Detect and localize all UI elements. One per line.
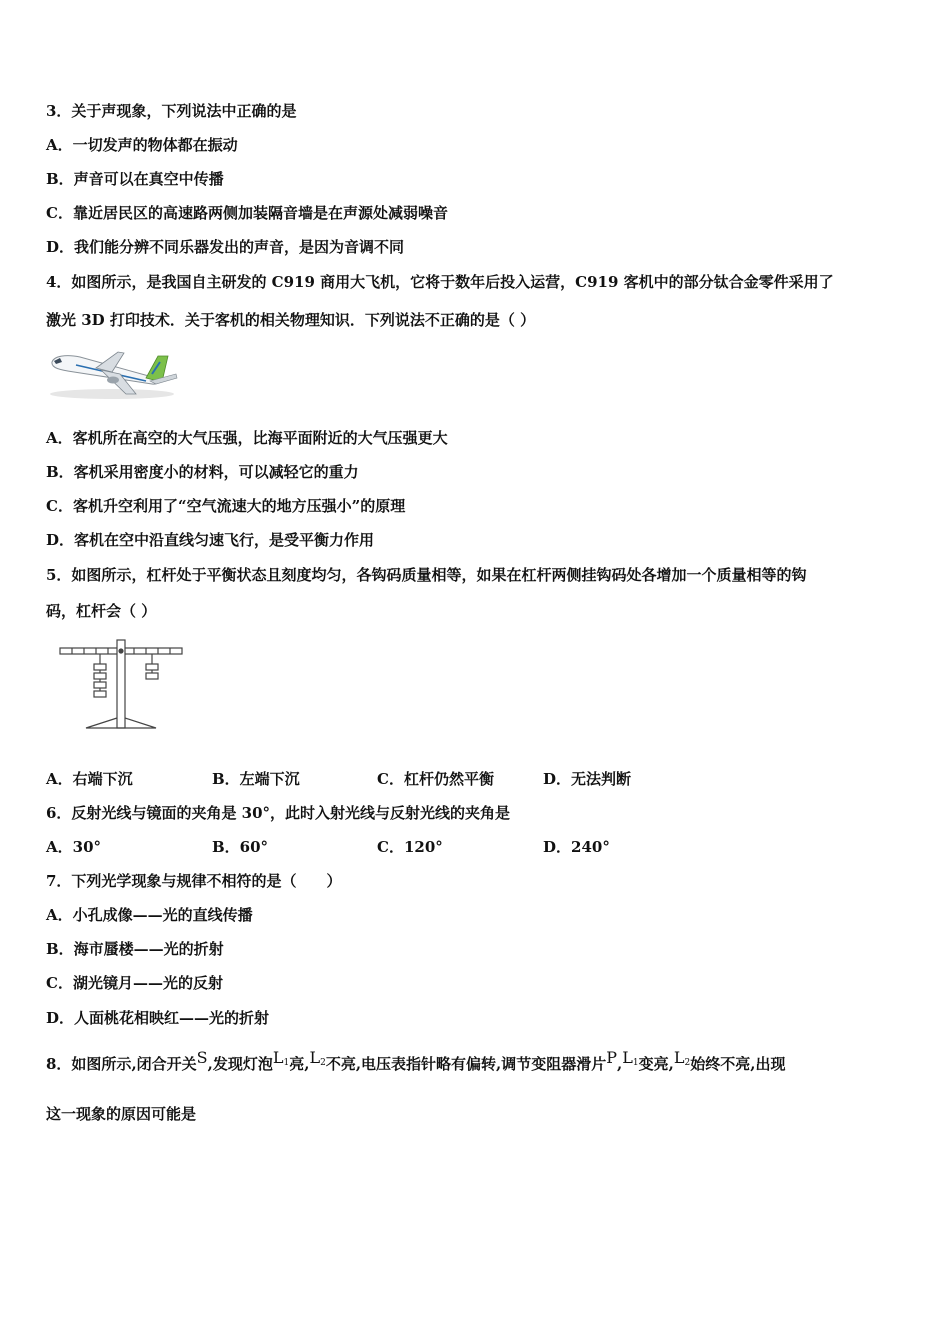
q8-stem-line1 <box>46 1048 786 1079</box>
q8-lamp2-letter: L <box>309 1048 321 1067</box>
q6-option-a: A．30° <box>46 838 102 856</box>
lever-figure <box>56 638 186 734</box>
q7-stem: 7．下列光学现象与规律不相符的是（ ） <box>46 872 342 890</box>
q8-text-part2: ,发现灯泡 <box>207 1055 273 1073</box>
q8-lamp2-letter-2: L <box>673 1048 685 1067</box>
q8-lamp2-symbol <box>309 1048 325 1067</box>
q6-stem: 6．反射光线与镜面的夹角是 30°，此时入射光线与反射光线的夹角是 <box>46 804 511 822</box>
q3-option-b: B．声音可以在真空中传播 <box>46 170 224 188</box>
q8-lamp1-letter: L <box>272 1048 284 1067</box>
q7-option-b: B．海市蜃楼——光的折射 <box>46 940 224 958</box>
q4-stem-line2: 激光 3D 打印技术．关于客机的相关物理知识．下列说法不正确的是（ ） <box>46 311 536 329</box>
q5-option-d: D．无法判断 <box>543 770 632 788</box>
q6-option-b: B．60° <box>212 838 269 856</box>
q8-lamp1-symbol <box>273 1048 289 1067</box>
q8-lamp1-letter-2: L <box>622 1048 633 1067</box>
q8-stem-line2: 这一现象的原因可能是 <box>46 1105 197 1123</box>
q8-lamp1-symbol-2 <box>622 1048 638 1067</box>
q4-option-d: D．客机在空中沿直线匀速飞行，是受平衡力作用 <box>46 531 375 549</box>
q4-option-c: C．客机升空利用了“空气流速大的地方压强小”的原理 <box>46 497 406 515</box>
q6-option-d: D．240° <box>543 838 610 856</box>
q4-option-a: A．客机所在高空的大气压强，比海平面附近的大气压强更大 <box>46 429 448 447</box>
q8-text-part3: 亮, <box>289 1055 310 1073</box>
q3-option-a: A．一切发声的物体都在振动 <box>46 136 238 154</box>
q8-lamp1-sub-2: 1 <box>632 1058 639 1068</box>
q8-text-part5: , <box>617 1055 623 1073</box>
q7-option-c: C．湖光镜月——光的反射 <box>46 974 223 992</box>
q8-text-part4: 不亮,电压表指针略有偏转,调节变阻器滑片 <box>325 1055 607 1073</box>
q3-option-d: D．我们能分辨不同乐器发出的声音，是因为音调不同 <box>46 238 405 256</box>
q8-switch-symbol: S <box>196 1048 208 1067</box>
q8-lamp2-sub: 2 <box>320 1058 326 1068</box>
q8-lamp2-symbol-2 <box>674 1048 690 1067</box>
q8-lamp2-sub-2: 2 <box>684 1058 691 1068</box>
q7-option-d: D．人面桃花相映红——光的折射 <box>46 1009 270 1027</box>
q5-option-b: B．左端下沉 <box>212 770 300 788</box>
q8-slider-symbol: P <box>606 1048 618 1067</box>
q4-stem-line1: 4．如图所示，是我国自主研发的 C919 商用大飞机，它将于数年后投入运营，C919 客机中的部分钛合金零件采用了 <box>46 273 834 291</box>
q8-text-part6: 变亮, <box>638 1055 674 1073</box>
q8-text-part7: 始终不亮,出现 <box>690 1055 786 1073</box>
q3-stem: 3．关于声现象，下列说法中正确的是 <box>46 102 297 120</box>
q8-lamp1-sub: 1 <box>283 1058 290 1068</box>
q5-stem-line2: 码，杠杆会（ ） <box>46 602 157 620</box>
q6-option-c: C．120° <box>377 838 443 856</box>
q7-option-a: A．小孔成像——光的直线传播 <box>46 906 253 924</box>
airplane-figure <box>46 344 181 402</box>
q5-stem-line1: 5．如图所示，杠杆处于平衡状态且刻度均匀，各钩码质量相等，如果在杠杆两侧挂钩码处各增加一个质量相等的钩 <box>46 566 807 584</box>
q8-text-part1: 8．如图所示,闭合开关 <box>46 1055 197 1073</box>
q5-option-c: C．杠杆仍然平衡 <box>377 770 494 788</box>
q3-option-c: C．靠近居民区的高速路两侧加装隔音墙是在声源处减弱噪音 <box>46 204 448 222</box>
q5-option-a: A．右端下沉 <box>46 770 133 788</box>
q4-option-b: B．客机采用密度小的材料，可以减轻它的重力 <box>46 463 359 481</box>
